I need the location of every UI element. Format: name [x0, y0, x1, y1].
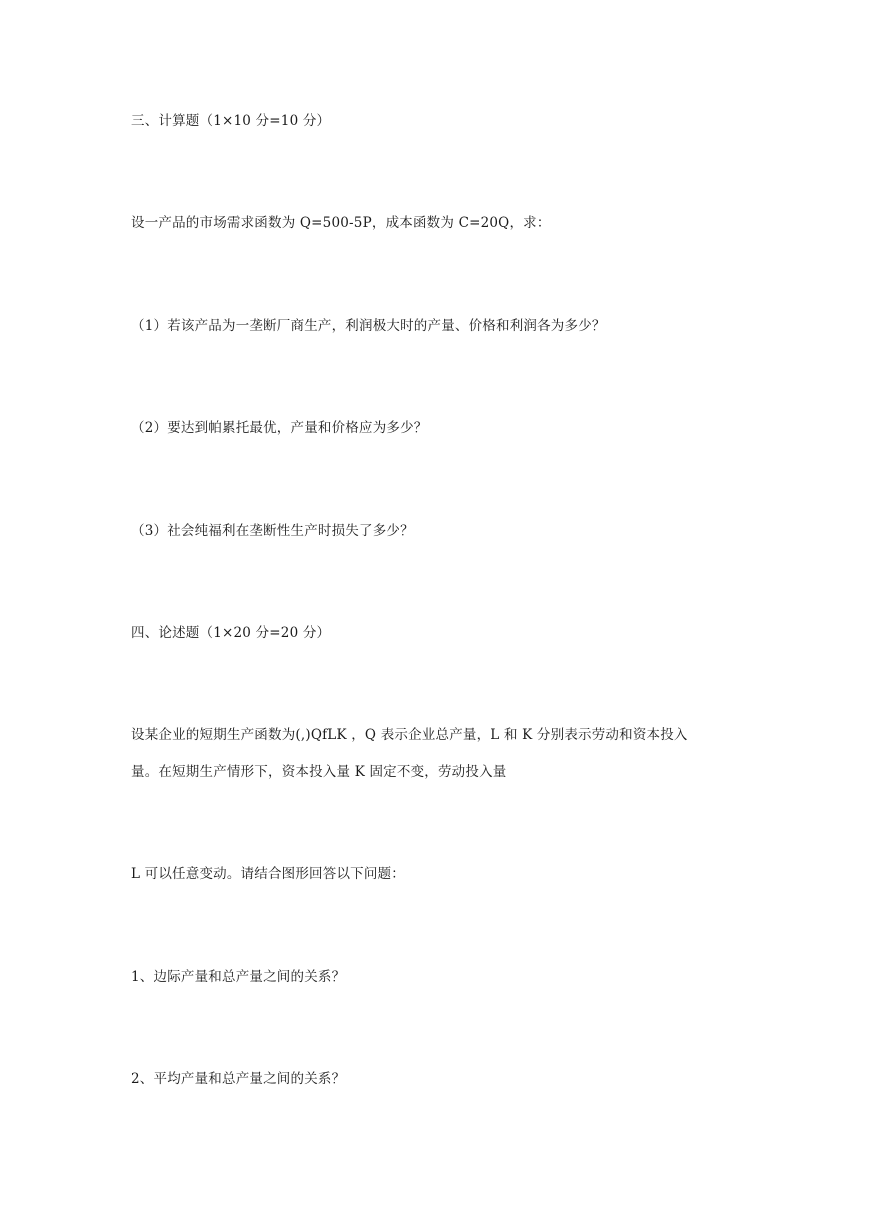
- question-1: （1）若该产品为一垄断厂商生产，利润极大时的产量、价格和利润各为多少？: [131, 318, 606, 334]
- essay-item-2: 2、平均产量和总产量之间的关系？: [131, 1071, 346, 1087]
- essay-item-1: 1、边际产量和总产量之间的关系？: [131, 969, 346, 985]
- section4-problem-line-2: 量。在短期生产情形下，资本投入量 K 固定不变，劳动投入量: [131, 764, 507, 780]
- section4-problem-line-1: 设某企业的短期生产函数为(,)QfLK ，Q 表示企业总产量，L 和 K 分别表示劳动和资本投入: [131, 727, 688, 743]
- question-2: （2）要达到帕累托最优，产量和价格应为多少？: [131, 420, 428, 436]
- question-3: （3）社会纯福利在垄断性生产时损失了多少？: [131, 523, 414, 539]
- section3-problem-text: 设一产品的市场需求函数为 Q=500-5P，成本函数为 C=20Q，求：: [131, 215, 551, 231]
- section4-problem-line-3: L 可以任意变动。请结合图形回答以下问题：: [131, 866, 405, 882]
- section3-heading: 三、计算题（1×10 分=10 分）: [131, 113, 331, 129]
- section4-heading: 四、论述题（1×20 分=20 分）: [131, 625, 331, 641]
